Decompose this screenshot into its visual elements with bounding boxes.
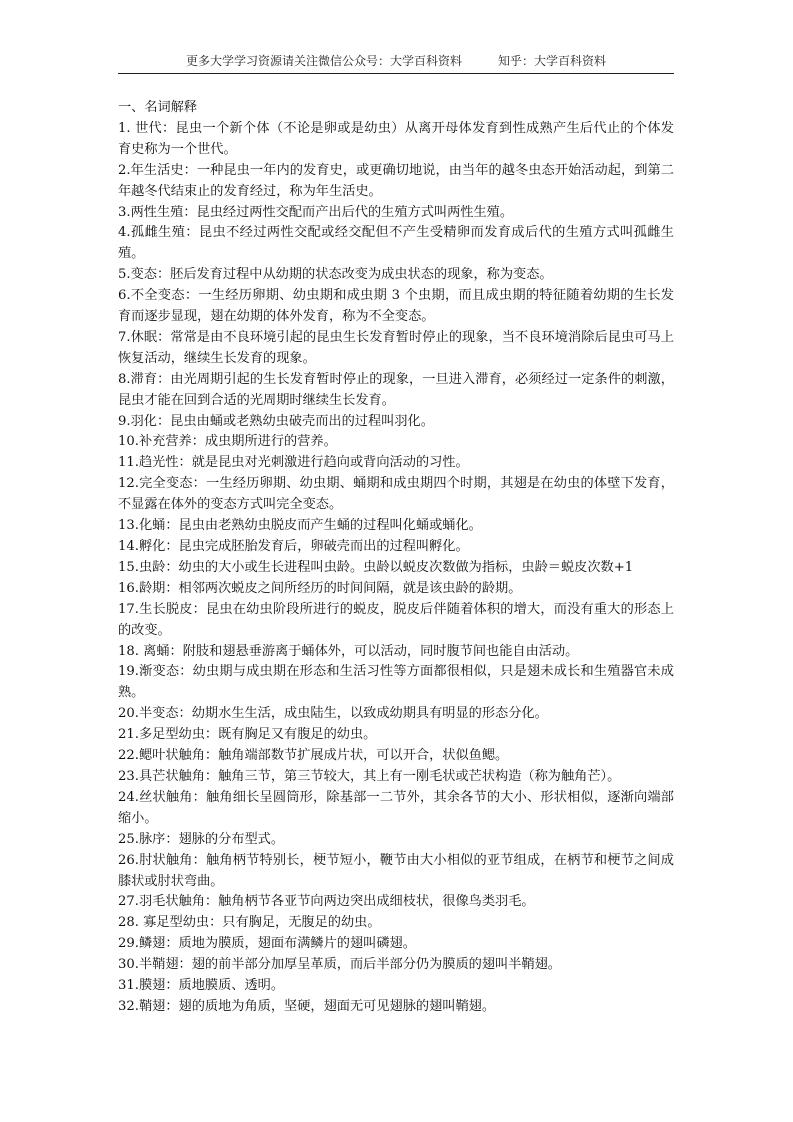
header-right-text: 知乎：大学百科资料 [498,54,607,68]
term-entry: 7.休眠：常常是由不良环境引起的昆虫生长发育暂时停止的现象，当不良环境消除后昆虫可马上恢复活动，继续生长发育的现象。 [118,329,674,366]
term-entry: 27.羽毛状触角：触角柄节各亚节向两边突出成细枝状，很像鸟类羽毛。 [118,894,535,910]
term-entry: 6.不全变态：一生经历卵期、幼虫期和成虫期 3 个虫期，而且成虫期的特征随着幼期的生长发育而逐步显现，翅在幼期的体外发育，称为不全变态。 [118,288,674,325]
term-entry: 21.多足型幼虫：既有胸足又有腹足的幼虫。 [118,727,377,743]
term-entry: 29.鳞翅：质地为膜质，翅面布满鳞片的翅叫磷翅。 [118,936,416,952]
header-left-text: 更多大学学习资源请关注微信公众号：大学百科资料 [185,54,462,68]
term-entry: 25.脉序：翅脉的分布型式。 [118,831,285,847]
term-entry: 8.滞育：由光周期引起的生长发育暂时停止的现象，一旦进入滞育，必须经过一定条件的刺激，昆虫才能在回到合适的光周期时继续生长发育。 [118,371,674,408]
term-entry: 32.鞘翅：翅的质地为角质，坚硬，翅面无可见翅脉的翅叫鞘翅。 [118,998,496,1014]
term-entry: 22.鳃叶状触角：触角端部数节扩展成片状，可以开合，状似鱼鳃。 [118,748,509,764]
term-entry: 16.龄期：相邻两次蜕皮之间所经历的时间间隔，就是该虫龄的龄期。 [118,580,522,596]
term-entry: 13.化蛹：昆虫由老熟幼虫脱皮而产生蛹的过程叫化蛹或蛹化。 [118,518,482,534]
term-entry: 11.趋光性：就是昆虫对光刺激进行趋向或背向活动的习性。 [118,455,469,471]
term-entry: 12.完全变态：一生经历卵期、幼虫期、蛹期和成虫期四个时期，其翅是在幼虫的体壁下发育，不显露在体外的变态方式叫完全变态。 [118,476,674,513]
term-entry: 9.羽化：昆虫由蛹或老熟幼虫破壳而出的过程叫羽化。 [118,413,434,429]
term-entry: 14.孵化：昆虫完成胚胎发育后，卵破壳而出的过程叫孵化。 [118,539,469,555]
term-entry: 2.年生活史：一种昆虫一年内的发育史，或更确切地说，由当年的越冬虫态开始活动起，到第二年越冬代结束止的发育经过，称为年生活史。 [118,162,674,199]
term-entry: 10.补充营养：成虫期所进行的营养。 [118,434,337,450]
term-entry: 5.变态：胚后发育过程中从幼期的状态改变为成虫状态的现象，称为变态。 [118,267,553,283]
term-entry: 26.肘状触角：触角柄节特别长，梗节短小，鞭节由大小相似的亚节组成，在柄节和梗节之间成膝状或肘状弯曲。 [118,852,674,889]
document-body [118,98,674,1018]
term-entry: 19.渐变态：幼虫期与成虫期在形态和生活习性等方面都很相似，只是翅未成长和生殖器官未成熟。 [118,664,674,701]
term-entry: 20.半变态：幼期水生生活，成虫陆生，以致成幼期具有明显的形态分化。 [118,706,548,722]
term-entry: 4.孤雌生殖：昆虫不经过两性交配或经交配但不产生受精卵而发育成后代的生殖方式叫孤雌生殖。 [118,225,674,262]
term-entry: 17.生长脱皮：昆虫在幼虫阶段所进行的蜕皮，脱皮后伴随着体积的增大，而没有重大的形态上的改变。 [118,601,674,638]
term-entry: 24.丝状触角：触角细长呈圆筒形，除基部一二节外，其余各节的大小、形状相似，逐渐向端部缩小。 [118,789,674,826]
term-entry: 23.具芒状触角：触角三节，第三节较大，其上有一刚毛状或芒状构造（称为触角芒）。 [118,768,621,784]
term-entry: 31.膜翅：质地膜质、透明。 [118,978,285,994]
term-entry: 15.虫龄：幼虫的大小或生长进程叫虫龄。虫龄以蜕皮次数做为指标，虫龄＝蜕皮次数+1 [118,559,634,575]
page-header [118,52,674,72]
term-entry: 28. 寡足型幼虫：只有胸足，无腹足的幼虫。 [118,915,381,931]
header-divider [118,73,674,74]
section-title: 一、名词解释 [118,100,198,115]
term-entry: 18. 离蛹：附肢和翅悬垂游离于蛹体外，可以活动，同时腹节间也能自由活动。 [118,643,579,659]
term-entry: 30.半鞘翅：翅的前半部分加厚呈革质，而后半部分仍为膜质的翅叫半鞘翅。 [118,957,561,973]
term-entry: 3.两性生殖：昆虫经过两性交配而产出后代的生殖方式叫两性生殖。 [118,204,514,220]
term-entry: 1. 世代：昆虫一个新个体（不论是卵或是幼虫）从离开母体发育到性成熟产生后代止的个体发育史称为一个世代。 [118,120,674,157]
